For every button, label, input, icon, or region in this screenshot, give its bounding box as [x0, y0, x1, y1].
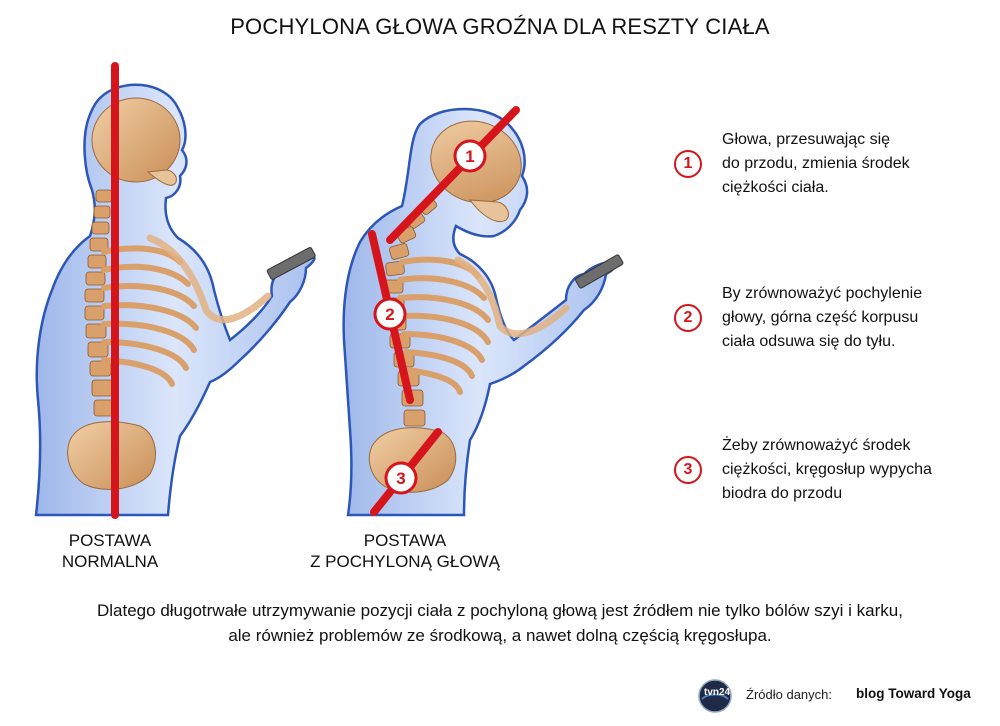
tvn24-logo-text: tvn24 — [704, 687, 731, 698]
step-2-text — [722, 282, 992, 354]
summary-line1: Dlatego długotrwałe utrzymywanie pozycji ciała z pochyloną głową jest źródłem nie tylko bólów szyi i karku, — [97, 601, 903, 620]
caption-normal-posture — [30, 530, 190, 572]
step-1-line3: ciężkości ciała. — [722, 179, 829, 196]
marker-3-label: 3 — [396, 469, 406, 488]
step-1 — [674, 128, 974, 198]
source-value: blog Toward Yoga — [856, 686, 971, 701]
page-title: POCHYLONA GŁOWA GROŹNA DLA RESZTY CIAŁA — [230, 14, 770, 39]
caption-normal-line1: POSTAWA — [68, 531, 152, 550]
summary-line2: ale również problemów ze środkową, a nawet dolną częścią kręgosłupa. — [228, 626, 772, 645]
source-credit — [698, 677, 988, 713]
caption-tilted-line2: Z POCHYLONĄ GŁOWĄ — [310, 552, 500, 571]
step-3-line2: ciężkości, kręgosłup wypycha — [722, 461, 932, 478]
step-2-line2: głowy, górna część korpusu — [722, 309, 919, 326]
step-1-line1: Głowa, przesuwając się — [722, 131, 891, 148]
step-3-text — [722, 434, 992, 506]
step-3-number: 3 — [674, 456, 702, 484]
figure-normal-posture — [36, 66, 316, 515]
marker-1 — [455, 141, 485, 171]
summary-text — [10, 598, 990, 648]
marker-2-label: 2 — [385, 305, 395, 324]
caption-normal-line2: NORMALNA — [61, 552, 159, 571]
step-1-text — [722, 128, 992, 200]
step-2-number: 2 — [674, 304, 702, 332]
figure-tilted-posture — [344, 108, 624, 515]
step-2 — [674, 282, 974, 352]
marker-3 — [386, 463, 416, 493]
step-2-line3: ciała odsuwa się do tyłu. — [722, 333, 896, 350]
step-3-line3: biodra do przodu — [722, 485, 843, 502]
step-1-number: 1 — [674, 150, 702, 178]
step-3-line1: Żeby zrównoważyć środek — [722, 437, 911, 454]
step-2-line1: By zrównoważyć pochylenie — [722, 285, 923, 302]
caption-tilted-posture — [290, 530, 520, 572]
step-3 — [674, 434, 974, 504]
marker-1-label: 1 — [465, 147, 475, 166]
caption-tilted-line1: POSTAWA — [363, 531, 447, 550]
source-label: Źródło danych: — [746, 687, 832, 702]
skull — [92, 98, 180, 182]
marker-2 — [375, 299, 405, 329]
step-1-line2: do przodu, zmienia środek — [722, 155, 910, 172]
